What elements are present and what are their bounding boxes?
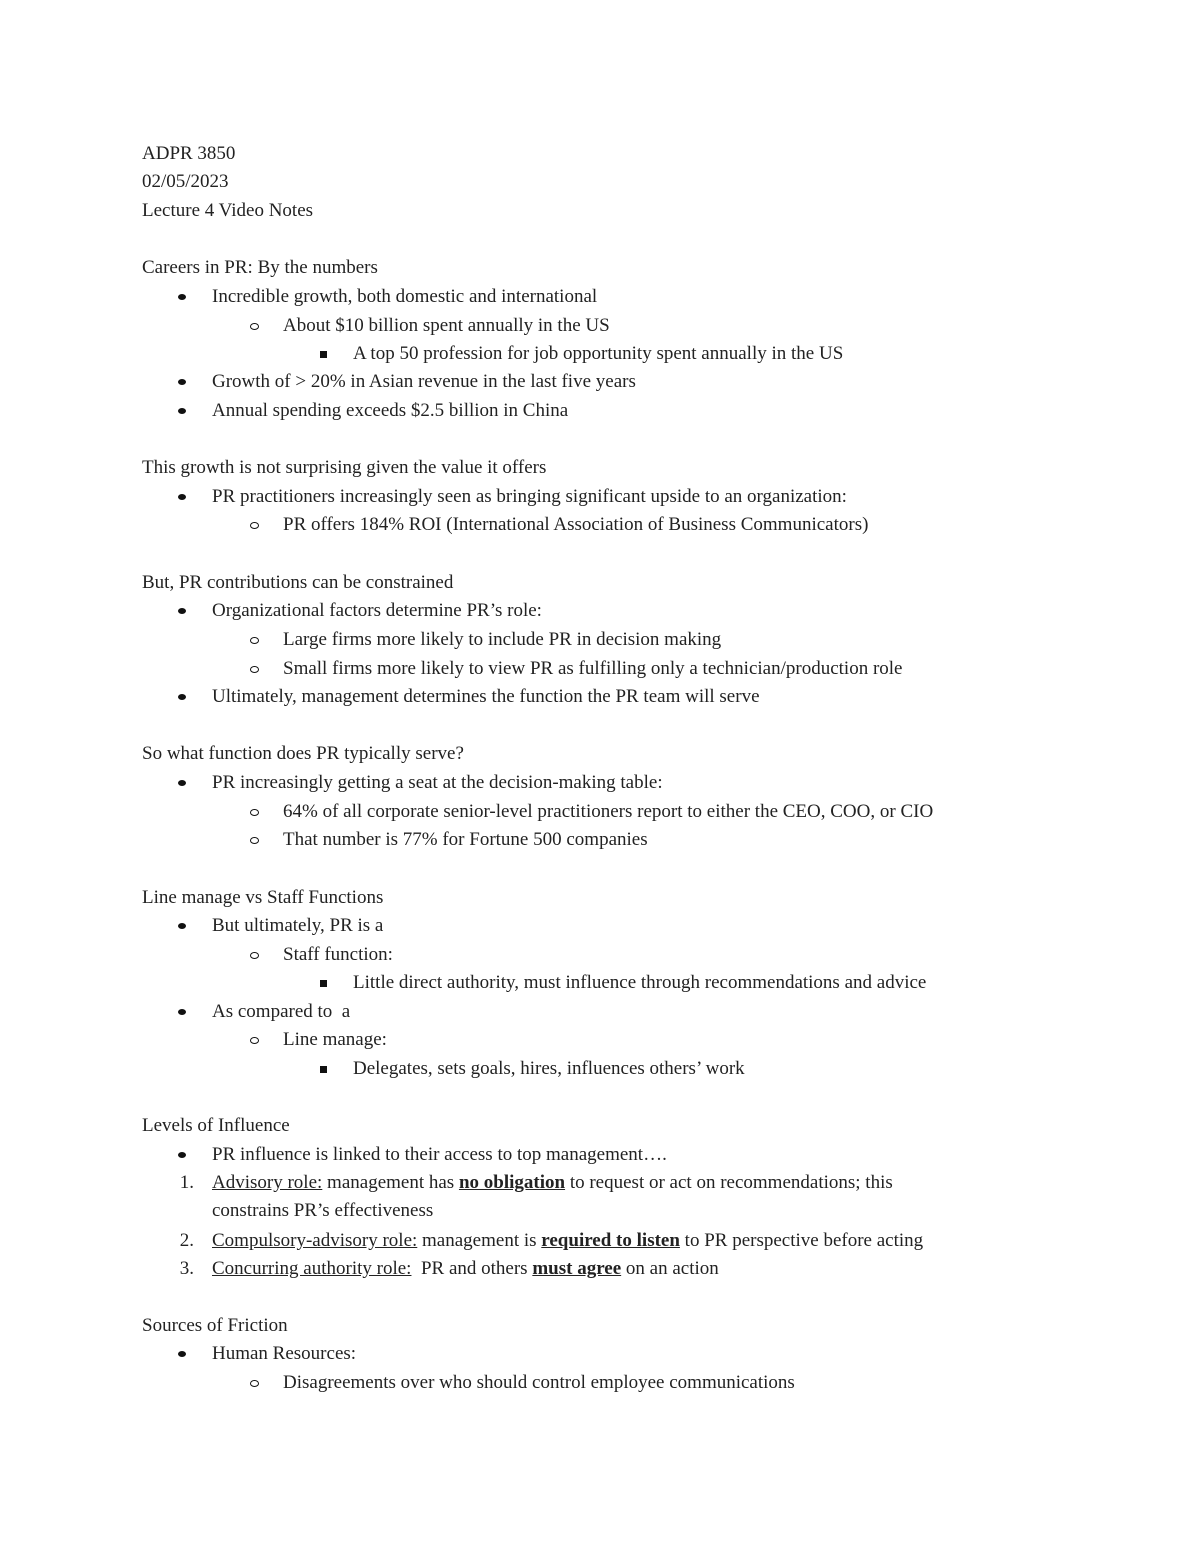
emphasis-text: no obligation bbox=[458, 1172, 566, 1193]
bullet-circle bbox=[245, 1028, 265, 1052]
bullet-text: PR influence is linked to their access to top management…. bbox=[212, 1144, 667, 1165]
role-term: Compulsory-advisory role: bbox=[212, 1230, 418, 1251]
section-heading-value: This growth is not surprising given the value it offers bbox=[142, 457, 547, 478]
bullet-dot bbox=[172, 1342, 192, 1366]
sub-sub-bullet-text: Little direct authority, must influence through recommendations and advice bbox=[353, 972, 927, 993]
numbered-item-compulsory bbox=[212, 1229, 923, 1253]
bullet-circle bbox=[245, 828, 265, 852]
bullet-dot bbox=[172, 1000, 192, 1024]
bullet-dot bbox=[172, 1143, 192, 1167]
section-heading-line-staff: Line manage vs Staff Functions bbox=[142, 887, 384, 908]
numbered-item-continuation: constrains PR’s effectiveness bbox=[212, 1200, 434, 1221]
sub-bullet-text: About $10 billion spent annually in the US bbox=[283, 315, 610, 336]
numbered-item-concurring bbox=[212, 1257, 719, 1281]
course-code: ADPR 3850 bbox=[142, 143, 236, 164]
bullet-text: PR practitioners increasingly seen as bringing significant upside to an organization: bbox=[212, 486, 847, 507]
bullet-circle bbox=[245, 628, 265, 652]
section-heading-influence: Levels of Influence bbox=[142, 1115, 290, 1136]
bullet-square bbox=[316, 1057, 336, 1081]
bullet-text: Ultimately, management determines the function the PR team will serve bbox=[212, 686, 760, 707]
sub-bullet-text: Large firms more likely to include PR in decision making bbox=[283, 629, 722, 650]
list-number: 1. bbox=[179, 1172, 194, 1193]
sub-bullet-text: Staff function: bbox=[283, 944, 393, 965]
emphasis-text: required to listen bbox=[541, 1230, 680, 1251]
bullet-dot bbox=[172, 914, 192, 938]
bullet-text: Human Resources: bbox=[212, 1343, 357, 1364]
sub-bullet-text: Small firms more likely to view PR as fulfilling only a technician/production role bbox=[283, 658, 903, 679]
role-term: Advisory role: bbox=[212, 1172, 323, 1193]
bullet-dot bbox=[172, 399, 192, 423]
list-number: 2. bbox=[179, 1230, 194, 1251]
emphasis-text: must agree bbox=[532, 1258, 622, 1279]
bullet-text: Incredible growth, both domestic and international bbox=[212, 286, 598, 307]
bullet-dot bbox=[172, 771, 192, 795]
sub-bullet-text: PR offers 184% ROI (International Association of Business Communicators) bbox=[283, 514, 869, 535]
section-heading-friction: Sources of Friction bbox=[142, 1315, 288, 1336]
sub-sub-bullet-text: A top 50 profession for job opportunity spent annually in the US bbox=[353, 343, 844, 364]
bullet-square bbox=[316, 971, 336, 995]
bullet-dot bbox=[172, 685, 192, 709]
bullet-circle bbox=[245, 513, 265, 537]
numbered-item-advisory bbox=[212, 1171, 893, 1195]
bullet-circle bbox=[245, 943, 265, 967]
item-text: management has bbox=[322, 1172, 459, 1193]
sub-bullet-text: Line manage: bbox=[283, 1029, 387, 1050]
list-number: 3. bbox=[179, 1258, 194, 1279]
bullet-square bbox=[316, 342, 336, 366]
bullet-dot bbox=[172, 370, 192, 394]
bullet-text: As compared to a bbox=[212, 1001, 351, 1022]
bullet-dot bbox=[172, 485, 192, 509]
sub-bullet-text: Disagreements over who should control employee communications bbox=[283, 1372, 795, 1393]
bullet-circle bbox=[245, 800, 265, 824]
item-text: management is bbox=[417, 1230, 542, 1251]
document-title: Lecture 4 Video Notes bbox=[142, 200, 314, 221]
bullet-text: Growth of > 20% in Asian revenue in the last five years bbox=[212, 371, 636, 392]
note-date: 02/05/2023 bbox=[142, 171, 229, 192]
bullet-circle bbox=[245, 657, 265, 681]
bullet-dot bbox=[172, 599, 192, 623]
sub-sub-bullet-text: Delegates, sets goals, hires, influences others’ work bbox=[353, 1058, 745, 1079]
bullet-text: But ultimately, PR is a bbox=[212, 915, 384, 936]
bullet-text: Annual spending exceeds $2.5 billion in China bbox=[212, 400, 569, 421]
section-heading-careers: Careers in PR: By the numbers bbox=[142, 257, 378, 278]
bullet-circle bbox=[245, 314, 265, 338]
item-text: PR and others bbox=[411, 1258, 533, 1279]
section-heading-constrained: But, PR contributions can be constrained bbox=[142, 572, 454, 593]
item-text: to PR perspective before acting bbox=[679, 1230, 924, 1251]
sub-bullet-text: That number is 77% for Fortune 500 companies bbox=[283, 829, 648, 850]
section-heading-function: So what function does PR typically serve? bbox=[142, 743, 464, 764]
sub-bullet-text: 64% of all corporate senior-level practitioners report to either the CEO, COO, or CIO bbox=[283, 801, 934, 822]
bullet-dot bbox=[172, 285, 192, 309]
item-text: to request or act on recommendations; this bbox=[565, 1172, 893, 1193]
item-text: on an action bbox=[621, 1258, 719, 1279]
bullet-text: PR increasingly getting a seat at the decision-making table: bbox=[212, 772, 663, 793]
bullet-text: Organizational factors determine PR’s role: bbox=[212, 600, 542, 621]
role-term: Concurring authority role: bbox=[212, 1258, 412, 1279]
bullet-circle bbox=[245, 1371, 265, 1395]
